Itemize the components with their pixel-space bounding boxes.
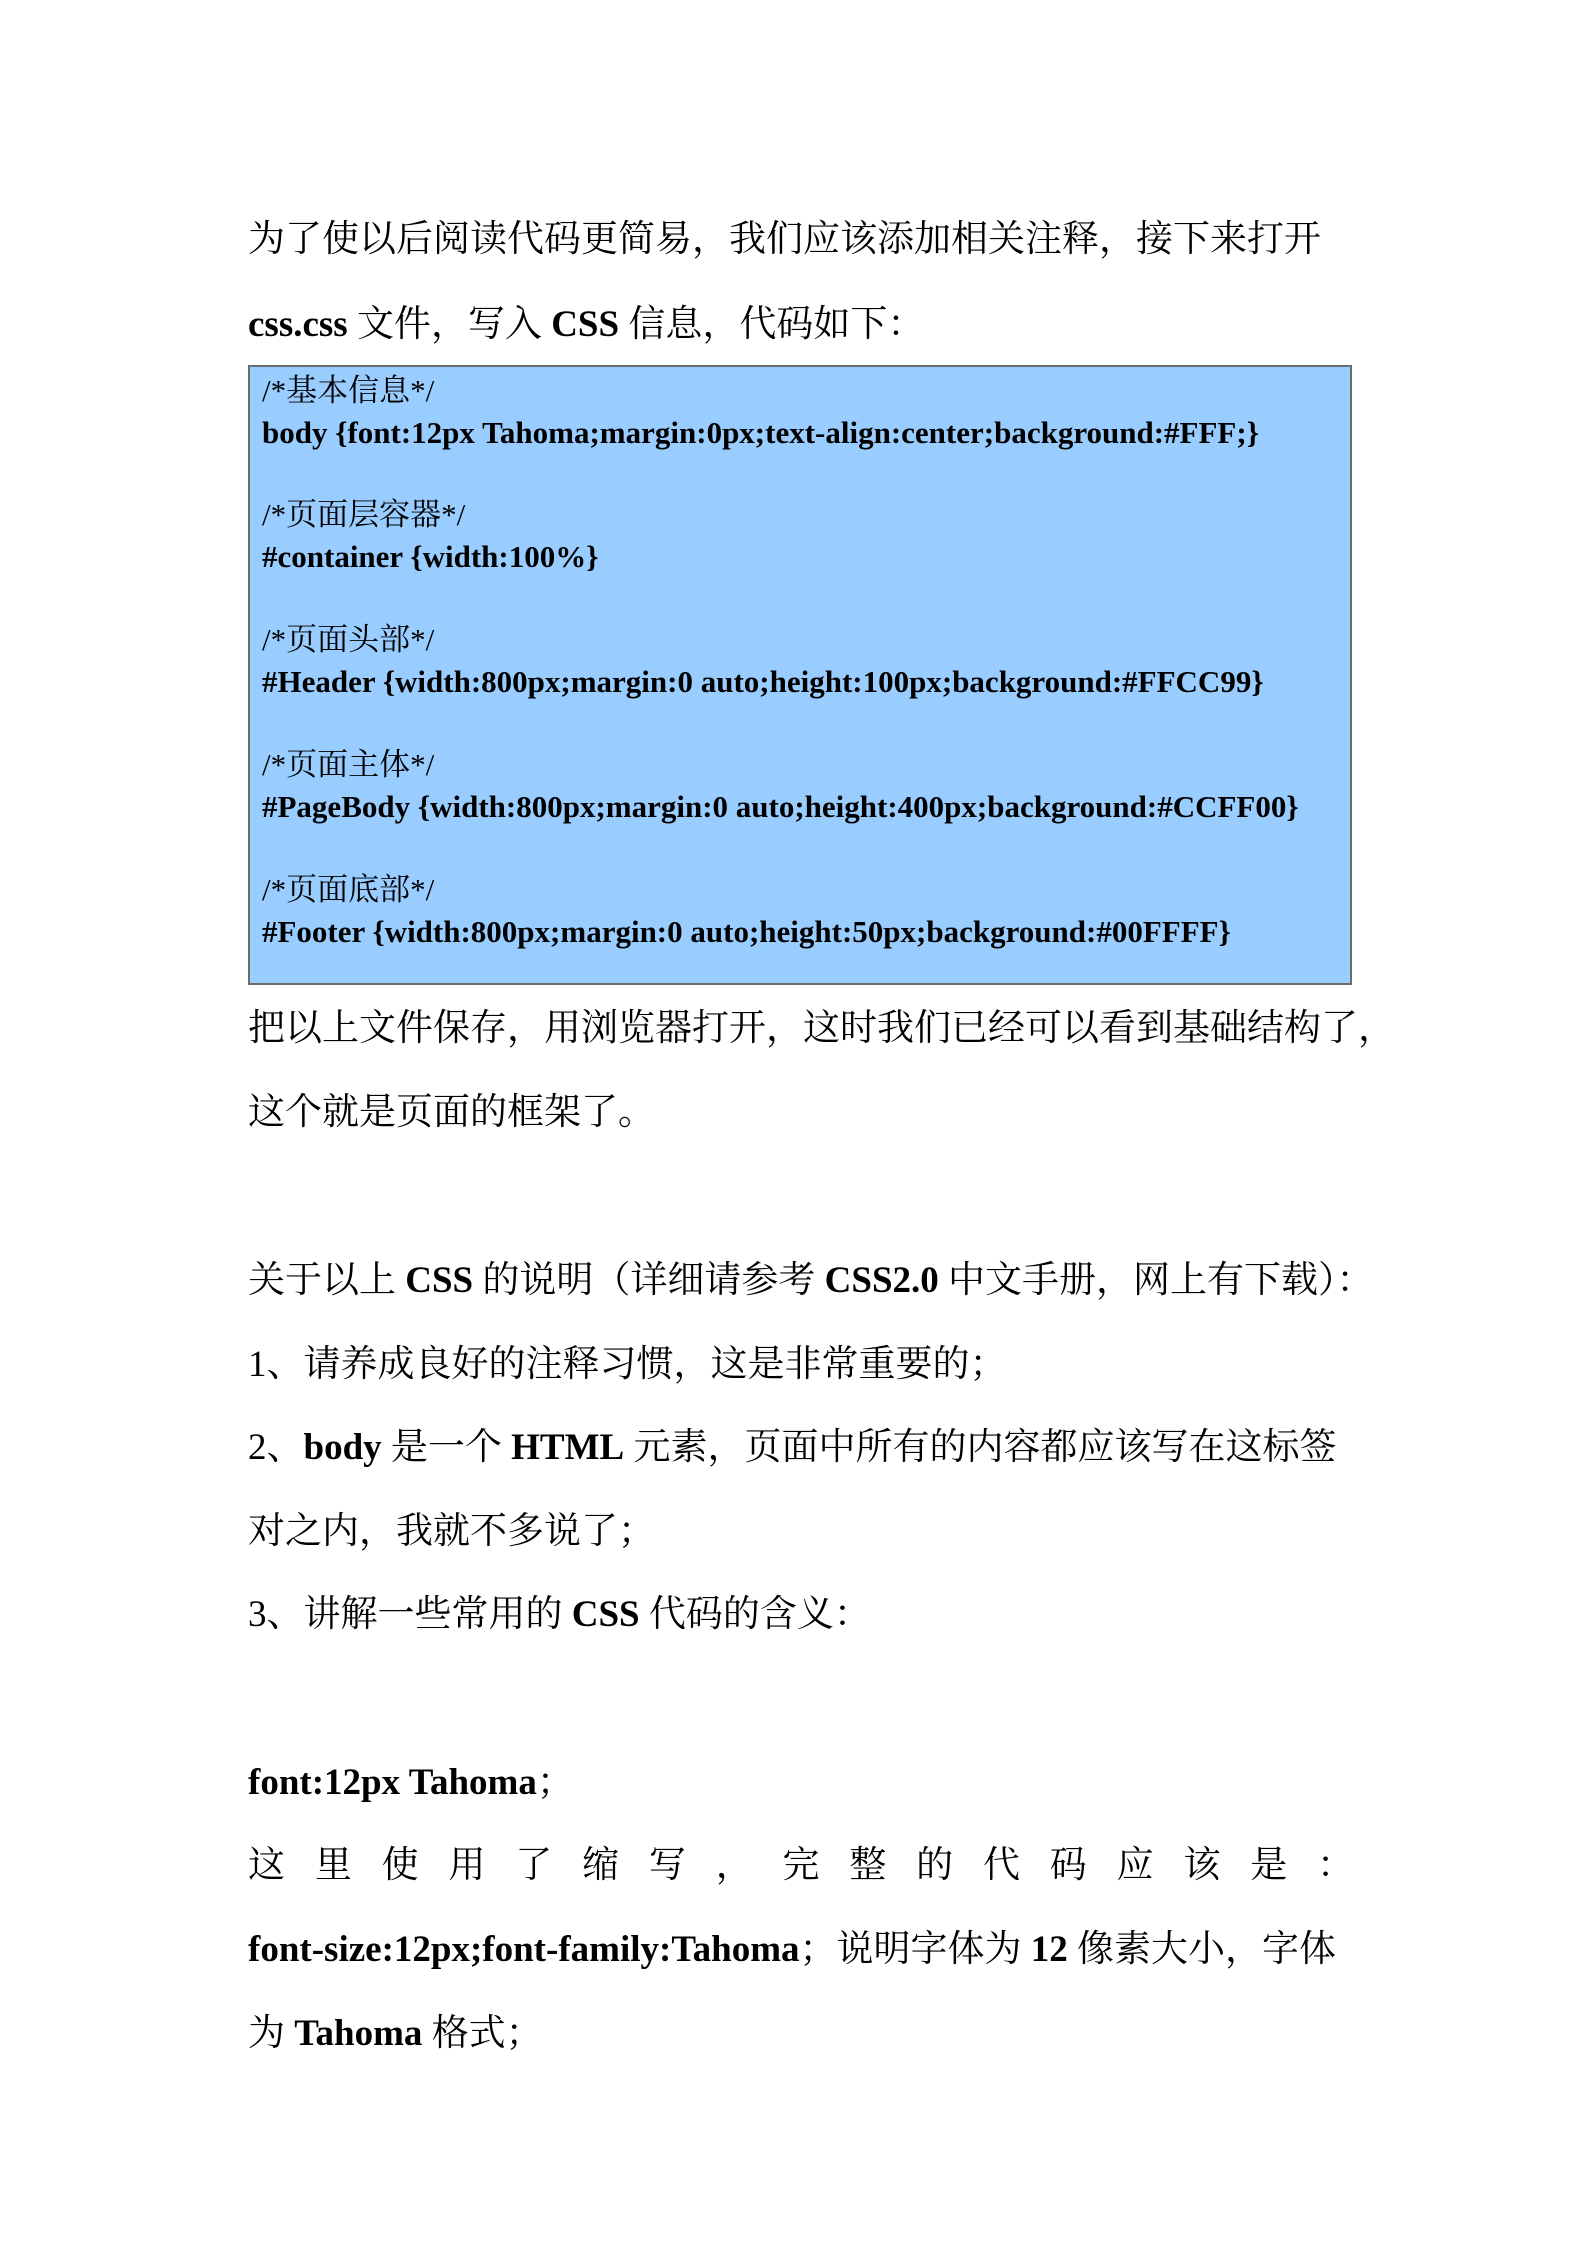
list-item-text: 2、 bbox=[248, 1427, 304, 1468]
inline-code-filename: css.css bbox=[248, 304, 348, 345]
font-code-line bbox=[248, 1760, 1358, 1806]
code-line: #Footer {width:800px;margin:0 auto;height:50px;background:#00FFFF} bbox=[262, 914, 1231, 949]
paragraph-text: ；说明字体为 bbox=[799, 1929, 1031, 1970]
code-comment-line: /*页面底部*/ bbox=[262, 872, 435, 907]
code-comment-line: /*页面主体*/ bbox=[262, 747, 435, 782]
inline-code-css: CSS bbox=[551, 304, 620, 345]
spaced-char: 了 bbox=[515, 1845, 553, 1886]
paragraph-text: 为 bbox=[248, 2013, 295, 2054]
code-comment-line: /*基本信息*/ bbox=[262, 373, 435, 408]
intro-text: 为了使以后阅读代码更简易，我们应该添加相关注释，接下来打开 bbox=[248, 219, 1321, 260]
paragraph-text: 关于以上 bbox=[248, 1260, 406, 1301]
paragraph-text: 的说明（详细请参考 bbox=[473, 1260, 825, 1301]
code-comment-line: /*页面头部*/ bbox=[262, 622, 435, 657]
inline-code-css: CSS bbox=[405, 1260, 474, 1301]
list-item-text: 元素，页面中所有的内容都应该写在这标签 bbox=[624, 1427, 1337, 1468]
intro-text: 文件，写入 bbox=[347, 304, 552, 345]
spaced-char: 缩 bbox=[582, 1845, 620, 1886]
list-item-text: 对之内，我就不多说了； bbox=[248, 1511, 655, 1552]
inline-code-html: HTML bbox=[511, 1427, 625, 1468]
inline-code-font: font:12px Tahoma bbox=[248, 1762, 537, 1803]
paragraph-text: 把以上文件保存，用浏览器打开，这时我们已经可以看到基础结构了， bbox=[248, 1008, 1395, 1049]
spaced-char: 的 bbox=[916, 1845, 954, 1886]
code-line: #Header {width:800px;margin:0 auto;height:100px;background:#FFCC99} bbox=[262, 664, 1264, 699]
list-item-text: 3、讲解一些常用的 bbox=[248, 1594, 572, 1635]
code-line: #PageBody {width:800px;margin:0 auto;height:400px;background:#CCFF00} bbox=[262, 789, 1299, 824]
font-format-line bbox=[248, 2011, 1358, 2057]
inline-code-css2: CSS2.0 bbox=[824, 1260, 939, 1301]
list-item-2-continued bbox=[248, 1509, 1358, 1555]
list-item-text: 代码的含义： bbox=[639, 1594, 871, 1635]
code-comment-line: /*页面层容器*/ bbox=[262, 497, 466, 532]
spaced-char: 该 bbox=[1183, 1845, 1221, 1886]
list-item-text: 是一个 bbox=[381, 1427, 512, 1468]
intro-text: 信息，代码如下： bbox=[619, 304, 925, 345]
spaced-char: ， bbox=[715, 1845, 753, 1886]
list-item-1 bbox=[248, 1342, 1358, 1388]
paragraph-text: 像素大小，字体 bbox=[1067, 1929, 1337, 1970]
inline-code-tahoma: Tahoma bbox=[294, 2013, 423, 2054]
spaced-char: 用 bbox=[448, 1845, 486, 1886]
spaced-char: 完 bbox=[782, 1845, 820, 1886]
full-code-line bbox=[248, 1927, 1358, 1973]
spaced-char: 代 bbox=[982, 1845, 1020, 1886]
spaced-char: ： bbox=[1317, 1845, 1354, 1886]
spaced-char: 码 bbox=[1049, 1845, 1087, 1886]
spaced-char: 里 bbox=[314, 1845, 352, 1886]
paragraph-text: 格式； bbox=[422, 2013, 543, 2054]
explanation-heading bbox=[248, 1258, 1374, 1304]
spaced-char: 是 bbox=[1250, 1845, 1288, 1886]
paragraph-text: 这个就是页面的框架了。 bbox=[248, 1092, 655, 1133]
code-block bbox=[248, 365, 1352, 985]
inline-code-full: font-size:12px;font-family:Tahoma bbox=[248, 1929, 800, 1970]
inline-code-css: CSS bbox=[571, 1594, 640, 1635]
spaced-sentence bbox=[248, 1843, 1354, 1889]
list-item-text: 1、请养成良好的注释习惯，这是非常重要的； bbox=[248, 1344, 1007, 1385]
intro-line-2 bbox=[248, 302, 1358, 348]
paragraph-text: ； bbox=[536, 1762, 574, 1803]
spaced-char: 使 bbox=[381, 1845, 419, 1886]
list-item-2 bbox=[248, 1425, 1358, 1471]
spaced-char: 整 bbox=[849, 1845, 887, 1886]
list-item-3 bbox=[248, 1592, 1358, 1638]
spaced-char: 应 bbox=[1116, 1845, 1154, 1886]
paragraph-text: 中文手册，网上有下载）： bbox=[938, 1260, 1374, 1301]
save-instruction-line-1 bbox=[248, 1006, 1395, 1052]
intro-line-1 bbox=[248, 217, 1358, 263]
font-size-value: 12 bbox=[1030, 1929, 1068, 1970]
code-line: body {font:12px Tahoma;margin:0px;text-align:center;background:#FFF;} bbox=[262, 415, 1259, 450]
spaced-char: 这 bbox=[248, 1845, 285, 1886]
save-instruction-line-2 bbox=[248, 1090, 1358, 1136]
spaced-char: 写 bbox=[648, 1845, 686, 1886]
code-line: #container {width:100%} bbox=[262, 539, 599, 574]
inline-code-body: body bbox=[303, 1427, 382, 1468]
